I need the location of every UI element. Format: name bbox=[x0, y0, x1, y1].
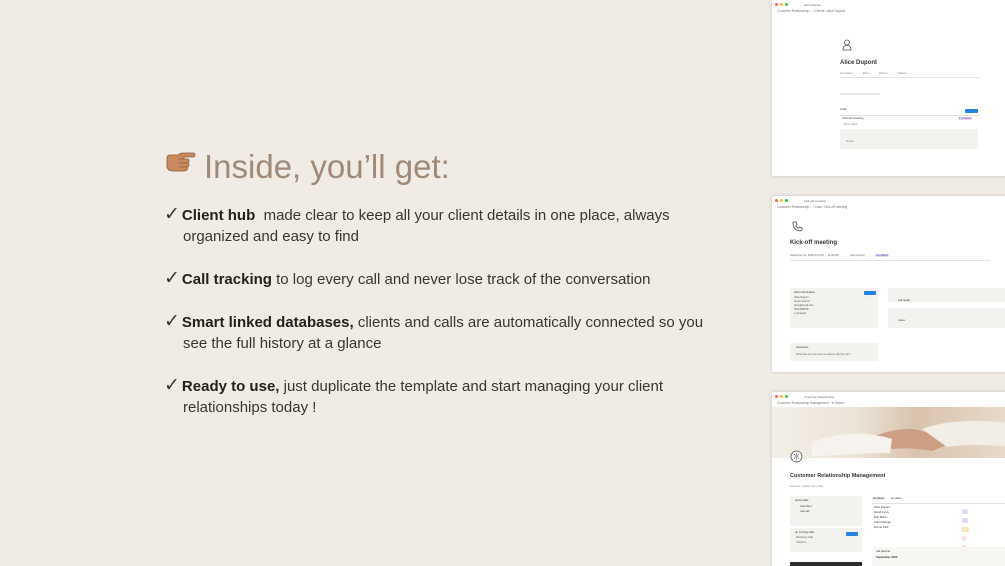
list-item[interactable]: Clara Moreau bbox=[874, 520, 891, 524]
new-call-button[interactable]: new call bbox=[800, 510, 810, 513]
status-column bbox=[962, 505, 969, 550]
call-date: September 12, 2025 9:00 AM → 11:00 AM bbox=[790, 254, 839, 257]
call-planner-panel: call planner September 2025 bbox=[872, 547, 1005, 566]
new-page-link[interactable]: New page bbox=[844, 122, 858, 126]
list-item[interactable]: David Leroy bbox=[874, 510, 889, 514]
dark-bar bbox=[790, 562, 862, 566]
section-heading bbox=[164, 148, 450, 186]
tab-all-clients[interactable]: All clients bbox=[873, 497, 884, 500]
maximize-dot-icon bbox=[785, 395, 788, 398]
quick-adds-panel: quick adds new client new call bbox=[790, 496, 862, 526]
person-icon bbox=[842, 38, 852, 56]
call-page-screenshot bbox=[772, 196, 1005, 372]
list-item[interactable]: Emma Petit bbox=[874, 525, 889, 529]
phone-icon bbox=[792, 219, 803, 237]
page-title: Customer Relationship Management bbox=[790, 473, 886, 479]
check-icon: ✓ bbox=[164, 375, 180, 396]
clients-list bbox=[874, 505, 891, 530]
feature-description: clients and calls are automatically connected so you bbox=[353, 314, 704, 331]
breadcrumb: Customer Relationship... / Clients / Alice Dupont bbox=[777, 9, 845, 13]
browser-tab: Customer Relationship bbox=[804, 394, 835, 399]
feature-description: to log every call and never lose track of the conversation bbox=[271, 271, 651, 288]
status-badge: completed bbox=[876, 254, 888, 257]
feature-description-cont: relationships today ! bbox=[183, 399, 317, 416]
close-dot-icon bbox=[775, 3, 778, 6]
page-title: Alice Dupont bbox=[840, 60, 877, 66]
calls-tab[interactable]: Calls bbox=[840, 107, 847, 111]
client-info-panel: client information Alice Dupont Smart and Co alice@email.com 0612345678 1 prospect bbox=[790, 288, 878, 328]
feature-description: made clear to keep all your client details in one place, always bbox=[255, 207, 670, 224]
feature-call-tracking bbox=[164, 268, 724, 290]
new-client-button[interactable]: new client bbox=[800, 505, 812, 508]
page-subtitle: welcome / please your email bbox=[790, 485, 823, 488]
crm-dashboard-screenshot bbox=[772, 392, 1005, 566]
objectives-panel: objectives What does the client want to achieve with this call ? bbox=[790, 343, 878, 361]
new-button[interactable]: New bbox=[965, 109, 978, 113]
minimize-dot-icon bbox=[780, 3, 783, 6]
call-recap-panel: call recap bbox=[888, 288, 1005, 302]
divider bbox=[872, 503, 1005, 504]
minimize-dot-icon bbox=[780, 199, 783, 202]
new-button[interactable]: New bbox=[864, 291, 876, 295]
check-icon: ✓ bbox=[164, 204, 180, 225]
feature-description: just duplicate the template and start managing your client bbox=[279, 378, 664, 395]
window-chrome bbox=[772, 392, 1005, 401]
list-item[interactable]: Alice Dupont bbox=[874, 505, 890, 509]
new-button[interactable]: New bbox=[846, 532, 858, 536]
notes-block: Notes bbox=[840, 129, 978, 149]
pointing-hand-icon bbox=[164, 150, 196, 184]
feature-smart-linked-databases bbox=[164, 311, 724, 354]
check-icon: ✓ bbox=[164, 311, 180, 332]
divider bbox=[790, 260, 990, 261]
placeholder-line bbox=[840, 93, 880, 95]
window-chrome bbox=[772, 196, 1005, 205]
client-link[interactable]: Alice Dupont bbox=[850, 254, 865, 257]
feature-description-cont: organized and easy to find bbox=[183, 228, 359, 245]
feature-ready-to-use bbox=[164, 375, 724, 418]
feature-title: Call tracking bbox=[181, 271, 272, 288]
list-item[interactable]: Bob Martin bbox=[874, 515, 888, 519]
breadcrumb: Customer Relationship Management · In Notion bbox=[777, 401, 845, 405]
feature-title: Ready to use, bbox=[181, 378, 280, 395]
divider bbox=[840, 77, 980, 78]
feature-title: Client hub bbox=[181, 207, 256, 224]
feature-client-hub bbox=[164, 204, 724, 247]
upcoming-calls-panel: up coming calls Discovery Call Check in bbox=[790, 528, 862, 552]
properties-row: Company Role Phone Status bbox=[840, 71, 907, 75]
page-title: Kick-off meeting bbox=[790, 240, 838, 246]
maximize-dot-icon bbox=[785, 199, 788, 202]
feature-description-cont: see the full history at a glance bbox=[183, 335, 382, 352]
handshake-cover-image bbox=[772, 407, 1005, 458]
view-tabs bbox=[872, 497, 901, 500]
brain-icon bbox=[790, 450, 803, 468]
tab-by-status[interactable]: by status bbox=[890, 497, 902, 500]
maximize-dot-icon bbox=[785, 3, 788, 6]
notes-panel: notes bbox=[888, 308, 1005, 328]
heading-text: Inside, you’ll get: bbox=[204, 148, 450, 185]
table-row[interactable]: Kick-off meeting bbox=[842, 116, 864, 120]
feature-title: Smart linked databases, bbox=[181, 314, 354, 331]
status-badge: 1 prospect bbox=[959, 117, 972, 120]
close-dot-icon bbox=[775, 199, 778, 202]
minimize-dot-icon bbox=[780, 395, 783, 398]
breadcrumb: Customer Relationship... / Calls / Kick-off meeting bbox=[777, 205, 848, 209]
close-dot-icon bbox=[775, 395, 778, 398]
check-icon: ✓ bbox=[164, 268, 180, 289]
browser-tab: Kick-off meeting bbox=[804, 198, 826, 203]
client-page-screenshot bbox=[772, 0, 1005, 176]
browser-tab: Alice Dupont bbox=[804, 2, 822, 7]
window-chrome bbox=[772, 0, 1005, 9]
